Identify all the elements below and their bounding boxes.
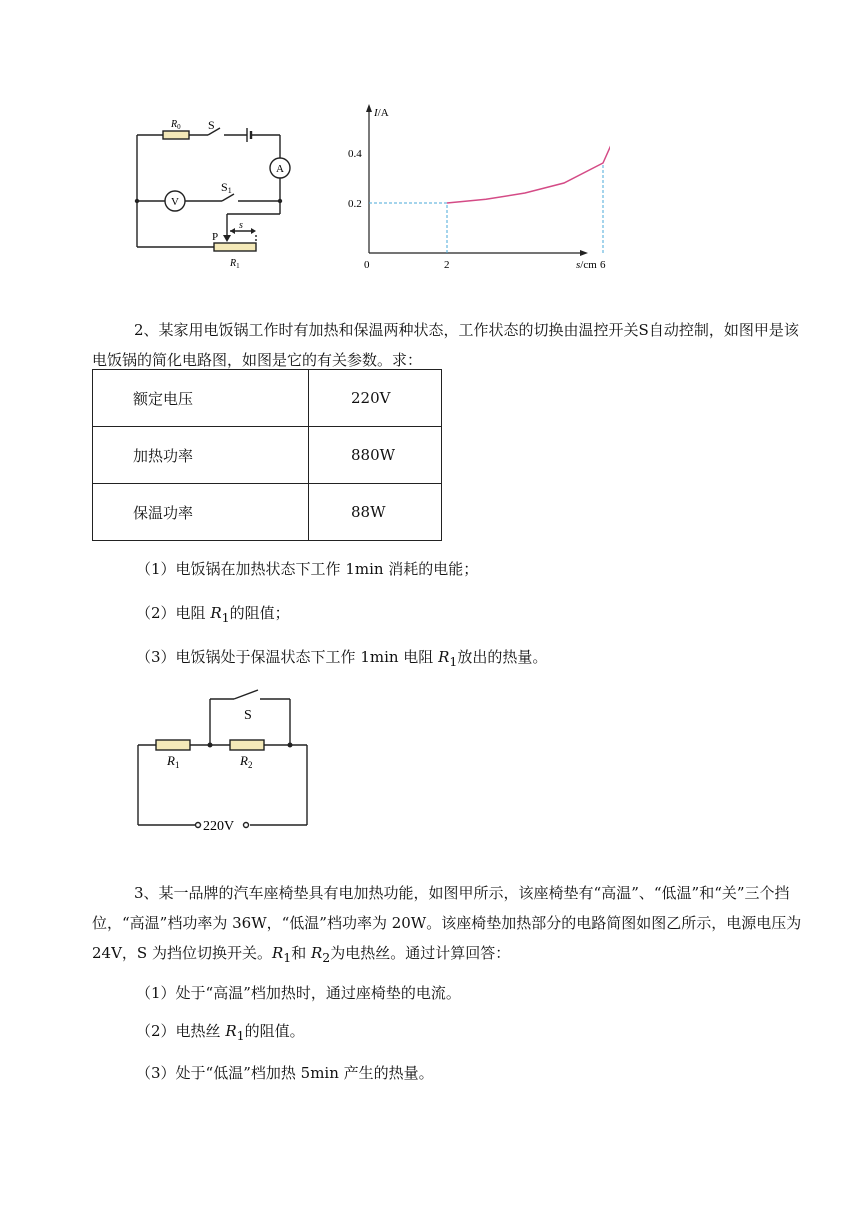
x-tick-label: 6 xyxy=(600,259,606,271)
current-distance-graph xyxy=(340,100,610,272)
y-axis-label: I/A xyxy=(374,107,389,119)
resistor-r1 xyxy=(156,740,190,750)
table-cell-name: 额定电压 xyxy=(93,370,309,427)
table-cell-name: 加热功率 xyxy=(93,427,309,484)
table-cell-value: 880W xyxy=(309,427,442,484)
label-s: S xyxy=(208,118,215,132)
label-a: A xyxy=(276,163,284,175)
label-s1: S1 xyxy=(221,180,232,195)
circuit-diagram-2 xyxy=(130,685,320,835)
q2-sub3: （3）电饭锅处于保温状态下工作 1min 电阻 $R_1$放出的热量。 xyxy=(136,648,548,669)
label-source: 220V xyxy=(203,819,235,834)
table-cell-name: 保温功率 xyxy=(93,484,309,541)
label-r0: $R_0$ xyxy=(171,119,181,131)
q2-sub2: （2）电阻 $R_1$的阻值； xyxy=(136,604,290,625)
label-r1: $R_1$ xyxy=(167,753,180,770)
rheostat-r1 xyxy=(214,243,256,251)
label-s: S xyxy=(244,708,252,723)
q2-text: 2、某家用电饭锅工作时有加热和保温两种状态，工作状态的切换由温控开关S自动控制，如图甲是该电饭锅的简化电路图，如图是它的有关参数。求： xyxy=(92,321,799,369)
x-tick-label: 2 xyxy=(444,259,450,271)
q2-sub1: （1）电饭锅在加热状态下工作 1min 消耗的电能； xyxy=(136,560,479,578)
label-s-dist: s xyxy=(239,220,243,231)
terminal-left xyxy=(196,823,201,828)
label-p: P xyxy=(212,231,219,243)
label-r2: $R_2$ xyxy=(240,753,253,770)
y-tick-label: 0.2 xyxy=(348,198,362,210)
table-row xyxy=(93,484,442,541)
label-r1: $R_1$ xyxy=(230,258,240,270)
circuit-diagram-1 xyxy=(120,110,310,270)
q3-sub3: （3）处于“低温”档加热 5min 产生的热量。 xyxy=(136,1064,434,1082)
q3-sub1: （1）处于“高温”档加热时，通过座椅垫的电流。 xyxy=(136,984,461,1002)
label-v: V xyxy=(171,196,179,208)
terminal-right xyxy=(244,823,249,828)
table-cell-value: 220V xyxy=(309,370,442,427)
parameter-table xyxy=(92,369,442,541)
q3-text: 3、某一品牌的汽车座椅垫具有电加热功能，如图甲所示，该座椅垫有“高温”、“低温”和“关”三个挡位，“高温”档功率为 36W，“低温”档功率为 20W。该座椅垫加热部分的电路简图如图乙所示，电源电压为 24V，S 为挡位切换开关。$R_1$和 $R_2$为电热丝。通过计算回答： xyxy=(92,884,802,965)
resistor-r0 xyxy=(163,131,189,139)
origin-label: 0 xyxy=(364,259,370,271)
table-row xyxy=(93,427,442,484)
series-line xyxy=(447,146,610,204)
q3-sub2: （2）电热丝 $R_1$的阻值。 xyxy=(136,1022,305,1043)
table-row xyxy=(93,370,442,427)
y-tick-label: 0.4 xyxy=(348,148,362,160)
resistor-r2 xyxy=(230,740,264,750)
x-axis-label: s/cm xyxy=(576,259,597,271)
table-cell-value: 88W xyxy=(309,484,442,541)
